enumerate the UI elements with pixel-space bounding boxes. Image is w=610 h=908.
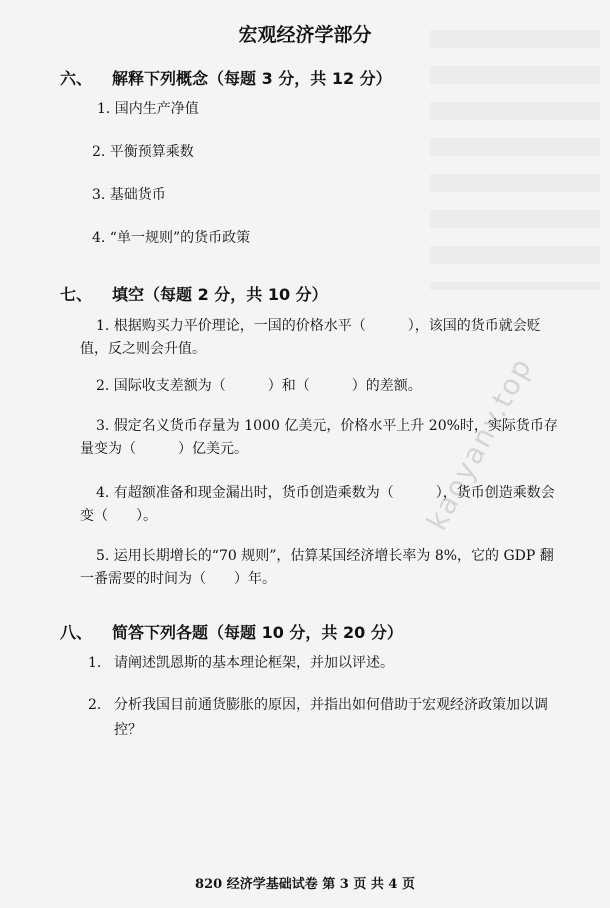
- watermark: kaoyany.top: [420, 351, 539, 536]
- section-number: 八、: [60, 623, 93, 642]
- page-footer: 820 经济学基础试卷 第 3 页 共 4 页: [195, 877, 415, 892]
- question-text: 分析我国目前通货膨胀的原因，并指出如何借助于宏观经济政策加以调控？: [114, 697, 548, 738]
- section-title: 解释下列概念（每题 3 分，共 12 分）: [112, 69, 392, 88]
- section-number: 七、: [60, 285, 93, 304]
- section-heading-6: [60, 66, 392, 89]
- fill-blank-item: 4. 有超额准备和现金漏出时，货币创造乘数为（ ），货币创造乘数会变（ ）。: [80, 485, 555, 524]
- question-number: 2.: [88, 697, 102, 713]
- fill-blank-item: 1. 根据购买力平价理论，一国的价格水平（ ），该国的货币就会贬值，反之则会升值。: [80, 318, 541, 357]
- section-title: 填空（每题 2 分，共 10 分）: [112, 285, 328, 304]
- fill-blank-item: 3. 假定名义货币存量为 1000 亿美元，价格水平上升 20%时，实际货币存量变为（ ）亿美元。: [80, 418, 558, 457]
- concept-item: 1. 国内生产净值: [97, 101, 199, 117]
- section-heading-7: [60, 282, 328, 305]
- short-answer-item: [88, 693, 558, 743]
- concept-item: 3. 基础货币: [92, 187, 166, 203]
- section-heading-8: [60, 620, 403, 643]
- question-text: 请阐述凯恩斯的基本理论框架，并加以评述。: [114, 655, 394, 671]
- section-title: 简答下列各题（每题 10 分，共 20 分）: [112, 623, 403, 642]
- page-title: 宏观经济学部分: [238, 24, 372, 46]
- concept-item: 4. “单一规则”的货币政策: [92, 230, 251, 246]
- fill-blank-item: 2. 国际收支差额为（ ）和（ ）的差额。: [96, 378, 422, 394]
- question-number: 1.: [88, 655, 102, 671]
- bleed-through-texture: [430, 30, 600, 290]
- section-number: 六、: [60, 69, 93, 88]
- fill-blank-item: 5. 运用长期增长的“70 规则”，估算某国经济增长率为 8%，它的 GDP 翻一番需要的时间为（ ）年。: [80, 548, 554, 587]
- short-answer-item: [88, 651, 558, 676]
- concept-item: 2. 平衡预算乘数: [92, 144, 194, 160]
